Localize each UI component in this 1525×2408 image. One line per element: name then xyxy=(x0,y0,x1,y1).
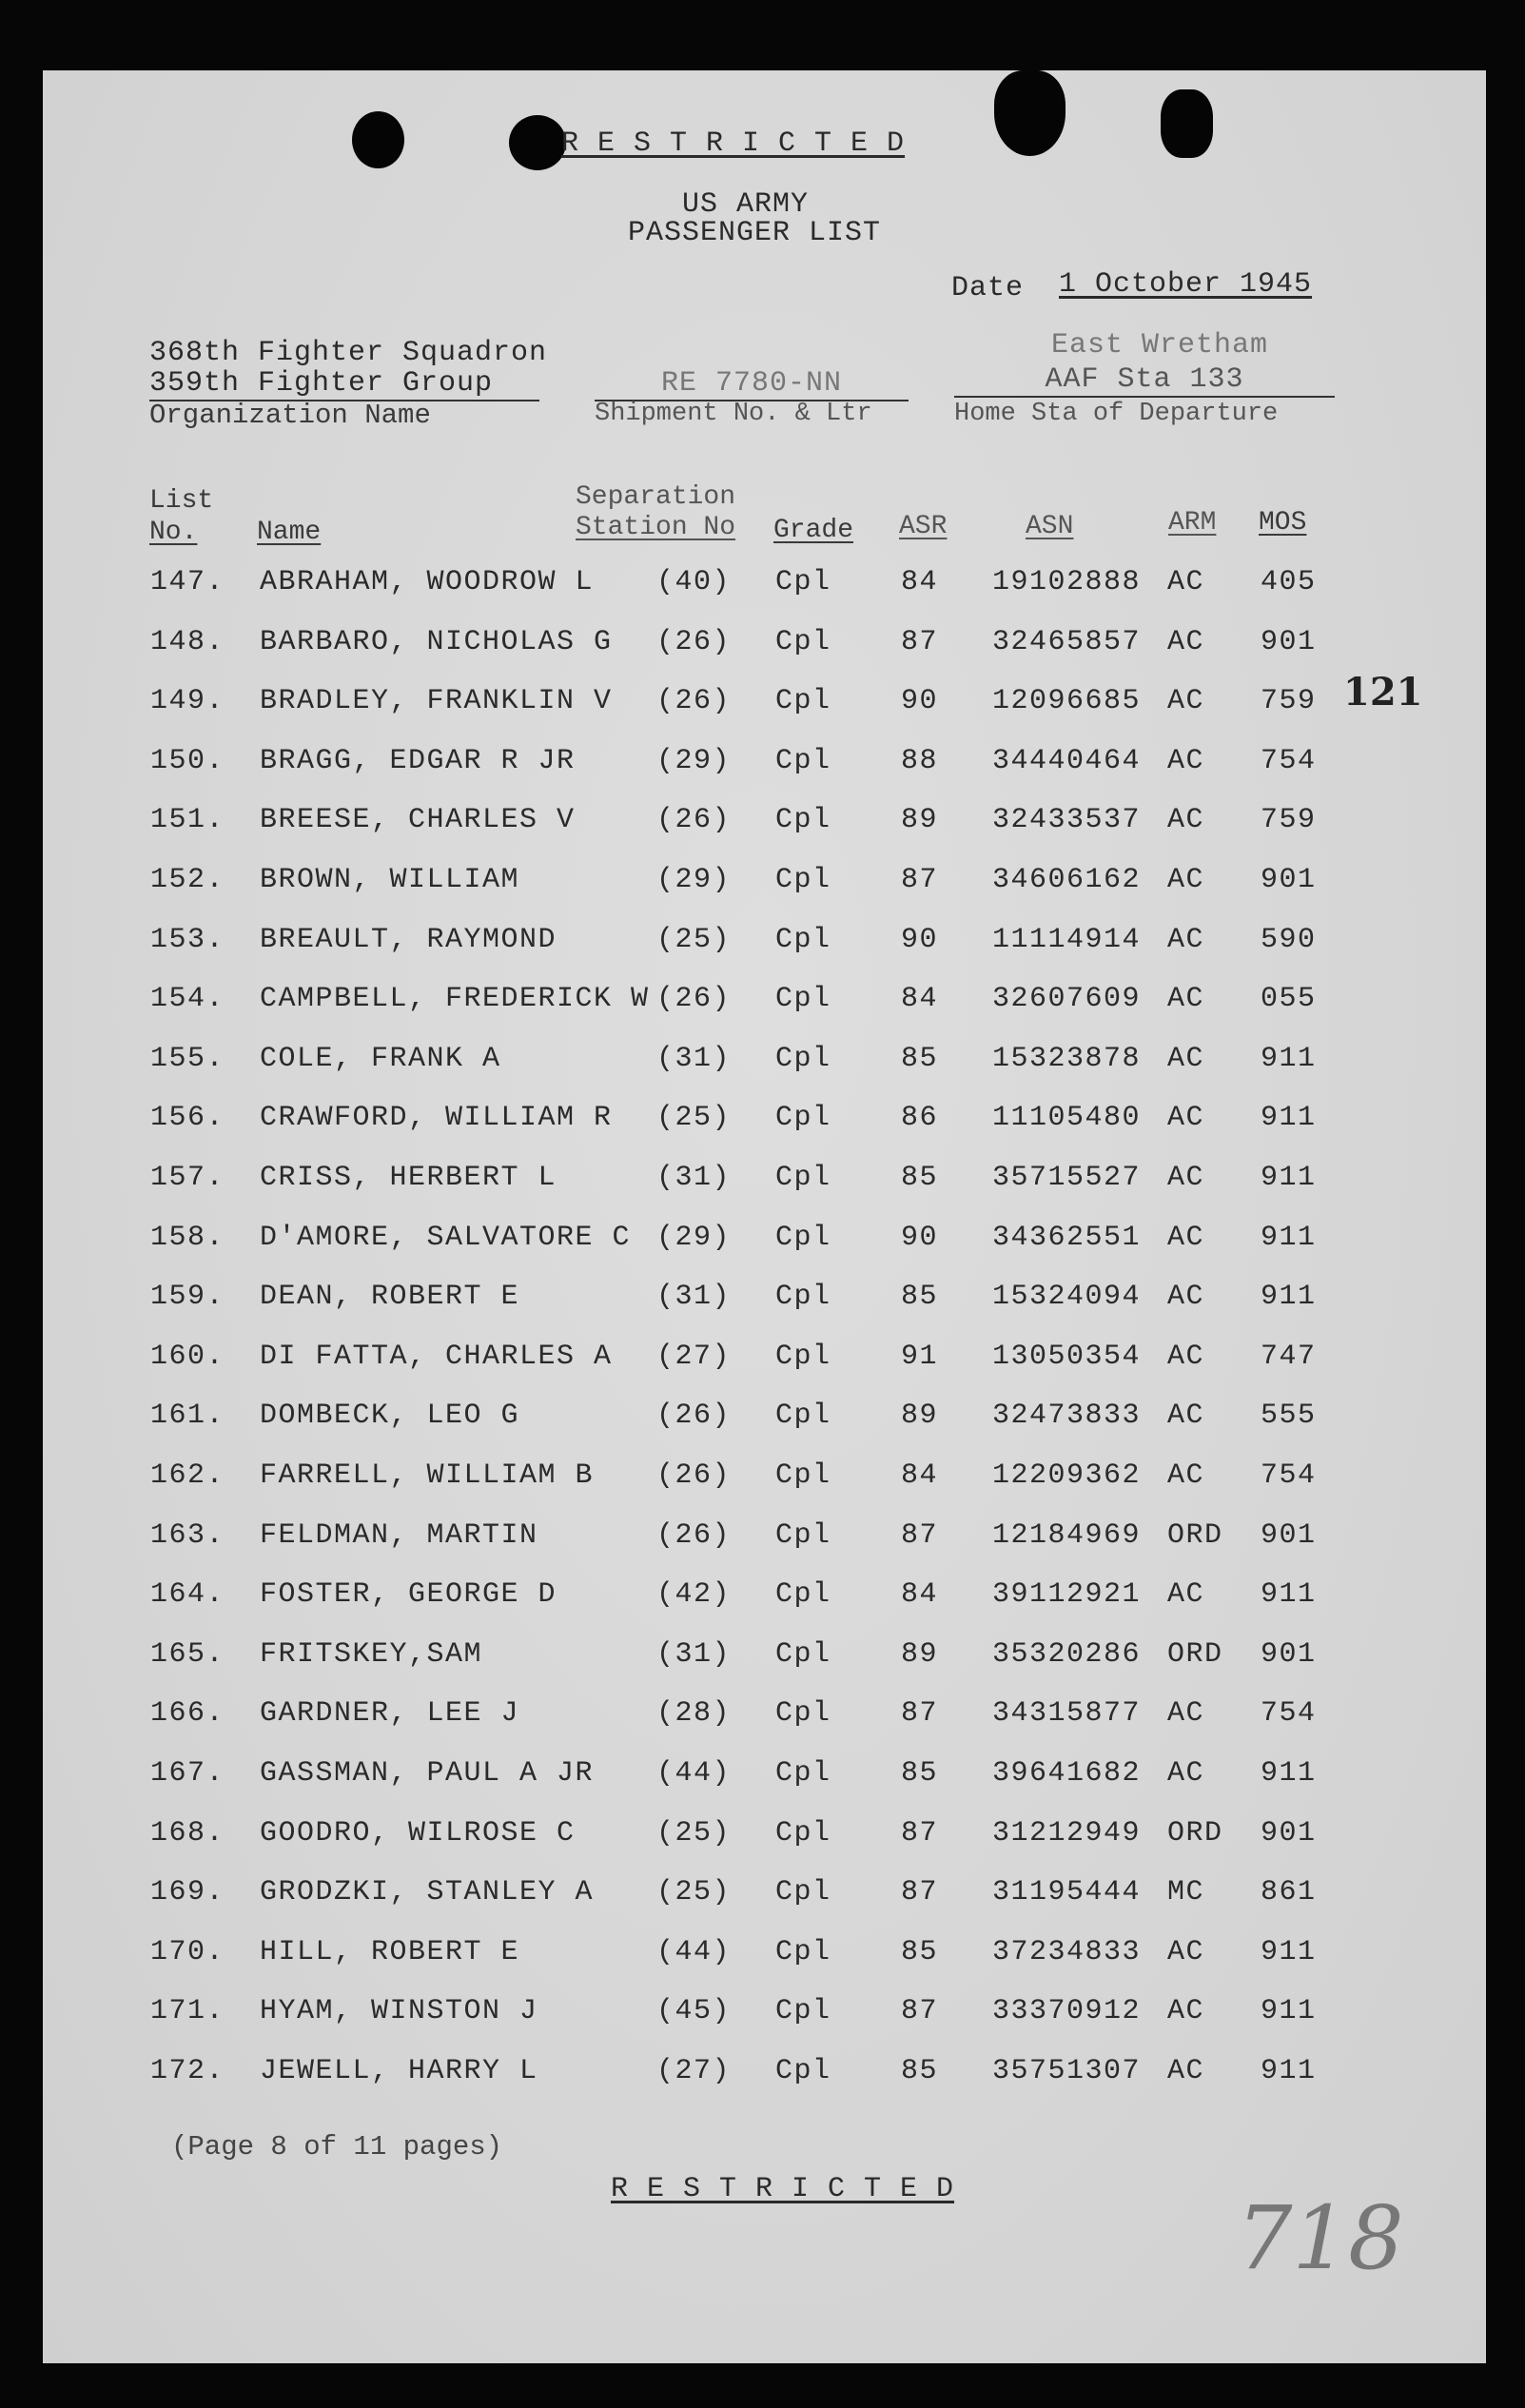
row-asr: 89 xyxy=(901,804,939,837)
row-mos: 911 xyxy=(1261,1578,1317,1612)
row-separation-station: (31) xyxy=(656,1042,732,1075)
row-arm: ORD xyxy=(1167,1518,1223,1552)
row-asr: 87 xyxy=(901,864,939,896)
row-grade: Cpl xyxy=(775,1042,831,1075)
row-name: BARBARO, NICHOLAS G xyxy=(260,625,613,658)
row-arm: AC xyxy=(1167,1578,1205,1612)
row-grade: Cpl xyxy=(775,1757,831,1790)
row-name: JEWELL, HARRY L xyxy=(260,2055,538,2087)
table-row xyxy=(43,626,1486,664)
row-mos: 901 xyxy=(1261,1816,1317,1850)
col-header-no: No. xyxy=(149,518,198,547)
row-grade: Cpl xyxy=(775,1281,831,1314)
row-asr: 87 xyxy=(901,1995,939,2028)
row-asn: 35715527 xyxy=(992,1162,1142,1194)
row-separation-station: (25) xyxy=(656,923,732,956)
row-arm: AC xyxy=(1167,1400,1205,1433)
row-name: BRADLEY, FRANKLIN V xyxy=(260,685,613,718)
row-list-no: 170. xyxy=(150,1935,225,1968)
row-mos: 911 xyxy=(1261,1162,1317,1194)
table-row xyxy=(43,685,1486,723)
row-asr: 87 xyxy=(901,625,939,658)
row-asn: 39641682 xyxy=(992,1757,1142,1790)
row-mos: 747 xyxy=(1261,1340,1317,1373)
row-separation-station: (26) xyxy=(656,983,732,1016)
row-separation-station: (26) xyxy=(656,1518,732,1552)
row-list-no: 157. xyxy=(150,1162,225,1194)
row-grade: Cpl xyxy=(775,1578,831,1612)
table-row xyxy=(43,1459,1486,1498)
row-separation-station: (44) xyxy=(656,1757,732,1790)
row-separation-station: (44) xyxy=(656,1935,732,1968)
row-arm: AC xyxy=(1167,864,1205,896)
row-name: BREESE, CHARLES V xyxy=(260,804,576,837)
row-grade: Cpl xyxy=(775,1995,831,2028)
row-arm: AC xyxy=(1167,625,1205,658)
row-asr: 84 xyxy=(901,983,939,1016)
row-name: CRISS, HERBERT L xyxy=(260,1162,557,1194)
row-name: GASSMAN, PAUL A JR xyxy=(260,1757,595,1790)
row-arm: AC xyxy=(1167,1162,1205,1194)
row-grade: Cpl xyxy=(775,685,831,718)
row-asn: 32607609 xyxy=(992,983,1142,1016)
row-list-no: 155. xyxy=(150,1042,225,1075)
table-row xyxy=(43,1102,1486,1140)
row-mos: 901 xyxy=(1261,864,1317,896)
row-mos: 911 xyxy=(1261,2055,1317,2087)
row-asr: 85 xyxy=(901,1281,939,1314)
row-separation-station: (31) xyxy=(656,1637,732,1671)
row-mos: 754 xyxy=(1261,1697,1317,1731)
row-separation-station: (31) xyxy=(656,1162,732,1194)
row-mos: 911 xyxy=(1261,1102,1317,1135)
row-arm: AC xyxy=(1167,1995,1205,2028)
row-separation-station: (29) xyxy=(656,744,732,777)
table-row xyxy=(43,1281,1486,1319)
row-asr: 85 xyxy=(901,1757,939,1790)
row-grade: Cpl xyxy=(775,1340,831,1373)
row-separation-station: (26) xyxy=(656,1400,732,1433)
row-grade: Cpl xyxy=(775,1637,831,1671)
row-mos: 911 xyxy=(1261,1042,1317,1075)
row-name: CRAWFORD, WILLIAM R xyxy=(260,1102,613,1135)
row-list-no: 164. xyxy=(150,1578,225,1612)
organization-line-2: 359th Fighter Group xyxy=(149,367,539,401)
row-asr: 85 xyxy=(901,1162,939,1194)
agency-title: US ARMY xyxy=(682,188,810,221)
row-asn: 32465857 xyxy=(992,625,1142,658)
row-grade: Cpl xyxy=(775,804,831,837)
row-grade: Cpl xyxy=(775,1102,831,1135)
row-asr: 91 xyxy=(901,1340,939,1373)
row-grade: Cpl xyxy=(775,1162,831,1194)
row-asr: 84 xyxy=(901,566,939,598)
row-asr: 89 xyxy=(901,1637,939,1671)
row-mos: 911 xyxy=(1261,1281,1317,1314)
row-mos: 555 xyxy=(1261,1400,1317,1433)
classification-top: R E S T R I C T E D xyxy=(561,127,906,160)
row-arm: AC xyxy=(1167,1757,1205,1790)
row-asr: 85 xyxy=(901,1935,939,1968)
col-header-name: Name xyxy=(257,518,322,547)
row-arm: AC xyxy=(1167,1102,1205,1135)
row-name: DEAN, ROBERT E xyxy=(260,1281,520,1314)
row-name: GOODRO, WILROSE C xyxy=(260,1816,576,1850)
row-mos: 911 xyxy=(1261,1935,1317,1968)
row-name: CAMPBELL, FREDERICK W xyxy=(260,983,650,1016)
row-asn: 13050354 xyxy=(992,1340,1142,1373)
row-separation-station: (25) xyxy=(656,1876,732,1909)
table-row xyxy=(43,1519,1486,1557)
row-asr: 87 xyxy=(901,1518,939,1552)
row-grade: Cpl xyxy=(775,2055,831,2087)
row-name: BROWN, WILLIAM xyxy=(260,864,520,896)
document-page xyxy=(43,70,1486,2363)
row-grade: Cpl xyxy=(775,983,831,1016)
home-station-label: Home Sta of Departure xyxy=(954,400,1279,428)
row-asn: 34440464 xyxy=(992,744,1142,777)
row-separation-station: (28) xyxy=(656,1697,732,1731)
row-separation-station: (29) xyxy=(656,864,732,896)
row-mos: 901 xyxy=(1261,625,1317,658)
organization-line-1: 368th Fighter Squadron xyxy=(149,337,548,369)
row-list-no: 149. xyxy=(150,685,225,718)
row-name: BREAULT, RAYMOND xyxy=(260,923,557,956)
row-separation-station: (45) xyxy=(656,1995,732,2028)
row-separation-station: (26) xyxy=(656,804,732,837)
row-mos: 901 xyxy=(1261,1637,1317,1671)
row-name: BRAGG, EDGAR R JR xyxy=(260,744,576,777)
row-separation-station: (27) xyxy=(656,1340,732,1373)
row-separation-station: (25) xyxy=(656,1816,732,1850)
row-asn: 37234833 xyxy=(992,1935,1142,1968)
row-arm: AC xyxy=(1167,1221,1205,1254)
row-mos: 911 xyxy=(1261,1221,1317,1254)
table-row xyxy=(43,1638,1486,1676)
table-row xyxy=(43,1222,1486,1260)
row-arm: AC xyxy=(1167,1935,1205,1968)
margin-stamp-number: 121 xyxy=(1343,670,1423,715)
page-note: (Page 8 of 11 pages) xyxy=(171,2131,503,2163)
row-grade: Cpl xyxy=(775,923,831,956)
row-asr: 89 xyxy=(901,1400,939,1433)
table-row xyxy=(43,1757,1486,1795)
table-row xyxy=(43,566,1486,604)
row-list-no: 152. xyxy=(150,864,225,896)
row-name: DI FATTA, CHARLES A xyxy=(260,1340,613,1373)
row-asn: 34606162 xyxy=(992,864,1142,896)
row-list-no: 169. xyxy=(150,1876,225,1909)
table-row xyxy=(43,983,1486,1021)
shipment-value: RE 7780-NN xyxy=(595,367,909,401)
row-asn: 32473833 xyxy=(992,1400,1142,1433)
table-row xyxy=(43,924,1486,962)
row-separation-station: (40) xyxy=(656,566,732,598)
row-grade: Cpl xyxy=(775,1518,831,1552)
row-asn: 11105480 xyxy=(992,1102,1142,1135)
row-arm: AC xyxy=(1167,983,1205,1016)
row-arm: AC xyxy=(1167,685,1205,718)
row-mos: 590 xyxy=(1261,923,1317,956)
row-list-no: 159. xyxy=(150,1281,225,1314)
row-grade: Cpl xyxy=(775,744,831,777)
row-asr: 87 xyxy=(901,1876,939,1909)
row-grade: Cpl xyxy=(775,1935,831,1968)
row-name: COLE, FRANK A xyxy=(260,1042,501,1075)
row-arm: AC xyxy=(1167,2055,1205,2087)
row-grade: Cpl xyxy=(775,1697,831,1731)
table-row xyxy=(43,1936,1486,1974)
row-mos: 055 xyxy=(1261,983,1317,1016)
row-arm: AC xyxy=(1167,1340,1205,1373)
row-name: HILL, ROBERT E xyxy=(260,1935,520,1968)
row-asn: 39112921 xyxy=(992,1578,1142,1612)
row-list-no: 168. xyxy=(150,1816,225,1850)
row-list-no: 158. xyxy=(150,1221,225,1254)
row-grade: Cpl xyxy=(775,566,831,598)
row-arm: AC xyxy=(1167,744,1205,777)
row-asr: 84 xyxy=(901,1578,939,1612)
row-asn: 11114914 xyxy=(992,923,1142,956)
row-asn: 12209362 xyxy=(992,1459,1142,1492)
row-mos: 911 xyxy=(1261,1995,1317,2028)
col-header-grade: Grade xyxy=(773,516,854,545)
row-arm: AC xyxy=(1167,804,1205,837)
row-asr: 84 xyxy=(901,1459,939,1492)
row-grade: Cpl xyxy=(775,625,831,658)
passenger-table xyxy=(43,70,1486,2363)
row-asr: 85 xyxy=(901,2055,939,2087)
row-grade: Cpl xyxy=(775,1221,831,1254)
row-asn: 12096685 xyxy=(992,685,1142,718)
table-row xyxy=(43,1876,1486,1914)
row-name: DOMBECK, LEO G xyxy=(260,1400,520,1433)
row-asr: 85 xyxy=(901,1042,939,1075)
row-grade: Cpl xyxy=(775,864,831,896)
row-asr: 90 xyxy=(901,685,939,718)
row-list-no: 166. xyxy=(150,1697,225,1731)
row-name: GRODZKI, STANLEY A xyxy=(260,1876,595,1909)
table-row xyxy=(43,1341,1486,1379)
row-list-no: 150. xyxy=(150,744,225,777)
row-separation-station: (26) xyxy=(656,625,732,658)
date-label: Date xyxy=(951,272,1025,304)
row-asr: 86 xyxy=(901,1102,939,1135)
organization-label: Organization Name xyxy=(149,400,431,431)
table-row xyxy=(43,1043,1486,1081)
row-separation-station: (31) xyxy=(656,1281,732,1314)
row-asn: 15324094 xyxy=(992,1281,1142,1314)
table-row xyxy=(43,1162,1486,1200)
row-arm: AC xyxy=(1167,1459,1205,1492)
row-name: ABRAHAM, WOODROW L xyxy=(260,566,595,598)
row-mos: 861 xyxy=(1261,1876,1317,1909)
row-arm: ORD xyxy=(1167,1816,1223,1850)
row-name: GARDNER, LEE J xyxy=(260,1697,520,1731)
row-asn: 35320286 xyxy=(992,1637,1142,1671)
row-list-no: 167. xyxy=(150,1757,225,1790)
row-separation-station: (26) xyxy=(656,1459,732,1492)
row-mos: 754 xyxy=(1261,744,1317,777)
row-name: FELDMAN, MARTIN xyxy=(260,1518,538,1552)
row-list-no: 163. xyxy=(150,1518,225,1552)
col-header-station-no: Station No xyxy=(576,513,736,542)
row-asn: 34362551 xyxy=(992,1221,1142,1254)
row-asr: 87 xyxy=(901,1816,939,1850)
row-asr: 90 xyxy=(901,923,939,956)
row-asn: 15323878 xyxy=(992,1042,1142,1075)
col-header-mos: MOS xyxy=(1259,508,1307,538)
row-list-no: 162. xyxy=(150,1459,225,1492)
table-row xyxy=(43,1995,1486,2033)
table-row xyxy=(43,864,1486,902)
row-separation-station: (29) xyxy=(656,1221,732,1254)
row-arm: AC xyxy=(1167,923,1205,956)
home-station-line-2: AAF Sta 133 xyxy=(954,363,1335,398)
col-header-separation: Separation xyxy=(576,482,736,512)
table-row xyxy=(43,1817,1486,1855)
row-list-no: 160. xyxy=(150,1340,225,1373)
row-grade: Cpl xyxy=(775,1459,831,1492)
col-header-asr: ASR xyxy=(899,512,948,541)
row-mos: 911 xyxy=(1261,1757,1317,1790)
row-list-no: 147. xyxy=(150,566,225,598)
row-mos: 754 xyxy=(1261,1459,1317,1492)
row-grade: Cpl xyxy=(775,1816,831,1850)
col-header-list: List xyxy=(149,486,214,516)
row-asr: 90 xyxy=(901,1221,939,1254)
row-asn: 33370912 xyxy=(992,1995,1142,2028)
home-station-line-1: East Wretham xyxy=(1051,329,1269,362)
row-list-no: 172. xyxy=(150,2055,225,2087)
table-row xyxy=(43,2055,1486,2093)
table-row xyxy=(43,804,1486,842)
row-grade: Cpl xyxy=(775,1876,831,1909)
table-row xyxy=(43,1400,1486,1438)
row-arm: ORD xyxy=(1167,1637,1223,1671)
table-row xyxy=(43,1697,1486,1735)
row-list-no: 171. xyxy=(150,1995,225,2028)
table-row xyxy=(43,1578,1486,1616)
row-asn: 31212949 xyxy=(992,1816,1142,1850)
row-name: HYAM, WINSTON J xyxy=(260,1995,538,2028)
row-name: D'AMORE, SALVATORE C xyxy=(260,1221,632,1254)
row-name: FARRELL, WILLIAM B xyxy=(260,1459,595,1492)
row-list-no: 161. xyxy=(150,1400,225,1433)
row-list-no: 148. xyxy=(150,625,225,658)
row-mos: 759 xyxy=(1261,804,1317,837)
row-asr: 88 xyxy=(901,744,939,777)
row-separation-station: (25) xyxy=(656,1102,732,1135)
row-asn: 12184969 xyxy=(992,1518,1142,1552)
row-asn: 31195444 xyxy=(992,1876,1142,1909)
row-arm: AC xyxy=(1167,1042,1205,1075)
row-arm: MC xyxy=(1167,1876,1205,1909)
row-separation-station: (27) xyxy=(656,2055,732,2087)
row-name: FOSTER, GEORGE D xyxy=(260,1578,557,1612)
classification-bottom: R E S T R I C T E D xyxy=(611,2173,955,2205)
row-list-no: 165. xyxy=(150,1637,225,1671)
row-arm: AC xyxy=(1167,1697,1205,1731)
row-mos: 901 xyxy=(1261,1518,1317,1552)
row-separation-station: (26) xyxy=(656,685,732,718)
col-header-asn: ASN xyxy=(1026,512,1074,541)
shipment-label: Shipment No. & Ltr xyxy=(595,400,872,428)
row-list-no: 154. xyxy=(150,983,225,1016)
row-grade: Cpl xyxy=(775,1400,831,1433)
row-asn: 32433537 xyxy=(992,804,1142,837)
row-asr: 87 xyxy=(901,1697,939,1731)
row-name: FRITSKEY,SAM xyxy=(260,1637,483,1671)
handwritten-page-number: 718 xyxy=(1237,2187,1404,2289)
document-title: PASSENGER LIST xyxy=(628,217,882,249)
row-mos: 759 xyxy=(1261,685,1317,718)
row-arm: AC xyxy=(1167,1281,1205,1314)
row-list-no: 156. xyxy=(150,1102,225,1135)
row-list-no: 153. xyxy=(150,923,225,956)
row-asn: 34315877 xyxy=(992,1697,1142,1731)
table-row xyxy=(43,745,1486,783)
col-header-arm: ARM xyxy=(1168,508,1217,538)
row-list-no: 151. xyxy=(150,804,225,837)
row-asn: 19102888 xyxy=(992,566,1142,598)
row-arm: AC xyxy=(1167,566,1205,598)
row-mos: 405 xyxy=(1261,566,1317,598)
row-separation-station: (42) xyxy=(656,1578,732,1612)
row-asn: 35751307 xyxy=(992,2055,1142,2087)
date-value: 1 October 1945 xyxy=(1059,268,1313,301)
